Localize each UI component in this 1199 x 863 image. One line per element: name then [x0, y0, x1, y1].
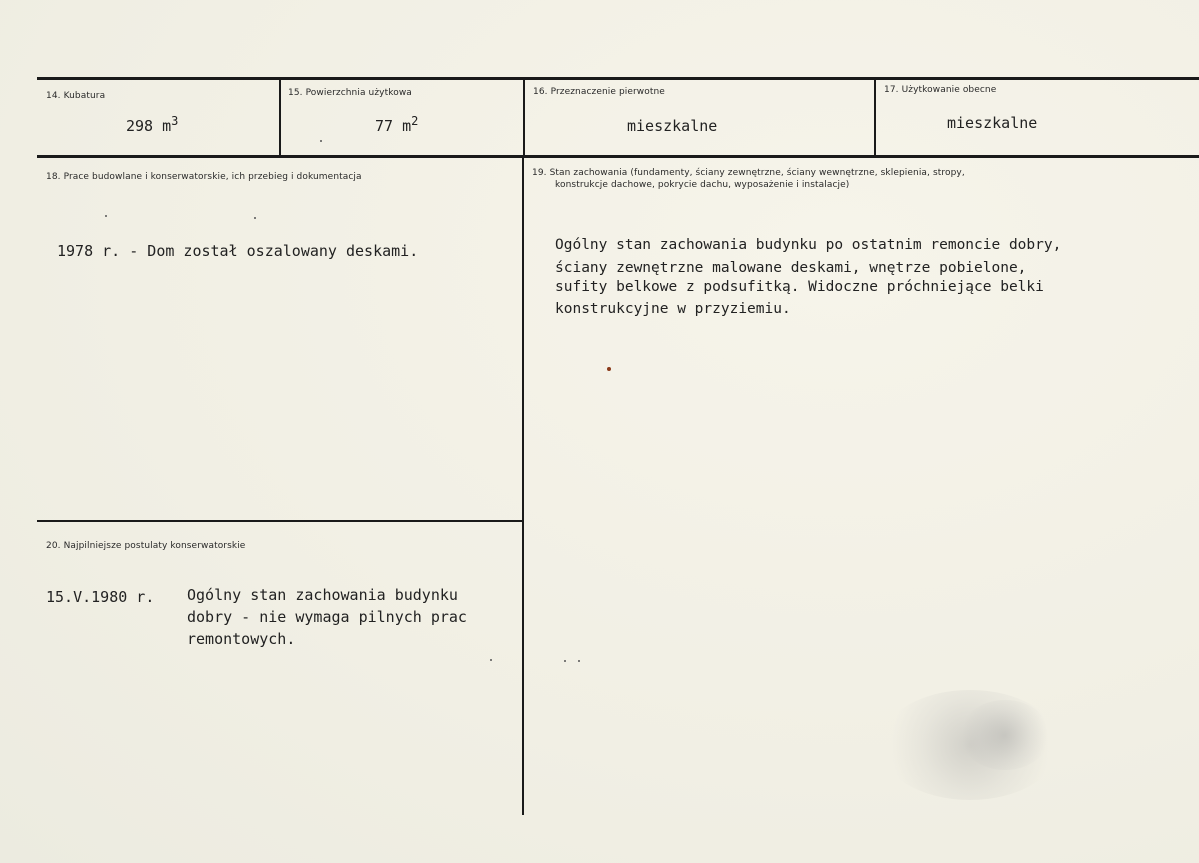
field-16-value: mieszkalne	[627, 117, 718, 135]
section-20-rule	[37, 520, 523, 522]
field-14-number: 298 m	[126, 117, 172, 135]
field-20-label: 20. Najpilniejsze postulaty konserwatorskie	[46, 541, 246, 551]
field-18-value: 1978 r. - Dom został oszalowany deskami.	[57, 242, 419, 260]
paper-stain	[960, 700, 1050, 770]
field-17-value: mieszkalne	[947, 114, 1038, 132]
ink-speck	[105, 215, 107, 217]
field-19-line-4: konstrukcyjne w przyziemiu.	[555, 301, 791, 317]
field-19-line-3: sufity belkowe z podsufitką. Widoczne próchniejące belki	[555, 279, 1044, 295]
ink-speck	[607, 367, 611, 371]
field-20-line-2: dobry - nie wymaga pilnych prac	[187, 608, 467, 626]
field-19-label-line1: 19. Stan zachowania (fundamenty, ściany zewnętrzne, ściany wewnętrzne, sklepienia, stropy,	[532, 168, 965, 178]
field-15-label: 15. Powierzchnia użytkowa	[288, 88, 412, 98]
divider-14-15	[279, 80, 281, 156]
middle-rule	[37, 155, 1199, 158]
ink-speck	[564, 660, 566, 662]
field-18-label: 18. Prace budowlane i konserwatorskie, ich przebieg i dokumentacja	[46, 172, 362, 182]
field-15-number: 77 m	[375, 117, 412, 135]
field-15-value	[375, 115, 418, 137]
divider-main-column	[522, 157, 524, 815]
ink-speck	[254, 217, 256, 219]
ink-speck	[490, 659, 492, 661]
field-14-exponent: 3	[171, 114, 179, 128]
field-20-line-3: remontowych.	[187, 630, 296, 648]
field-14-label: 14. Kubatura	[46, 91, 106, 101]
ink-speck	[320, 140, 322, 142]
field-15-exponent: 2	[411, 114, 419, 128]
top-rule	[37, 77, 1199, 80]
field-16-label: 16. Przeznaczenie pierwotne	[533, 87, 665, 97]
ink-speck	[578, 660, 580, 662]
divider-15-16	[523, 80, 525, 156]
field-14-value	[126, 115, 178, 137]
field-19-line-1: Ogólny stan zachowania budynku po ostatnim remoncie dobry,	[555, 237, 1062, 253]
field-19-line-2: ściany zewnętrzne malowane deskami, wnętrze pobielone,	[555, 260, 1027, 276]
field-20-line-1: Ogólny stan zachowania budynku	[187, 586, 458, 604]
field-19-label-line2: konstrukcje dachowe, pokrycie dachu, wyposażenie i instalacje)	[555, 180, 850, 190]
field-20-date: 15.V.1980 r.	[46, 588, 155, 606]
divider-16-17	[874, 80, 876, 156]
field-17-label: 17. Użytkowanie obecne	[884, 85, 997, 95]
